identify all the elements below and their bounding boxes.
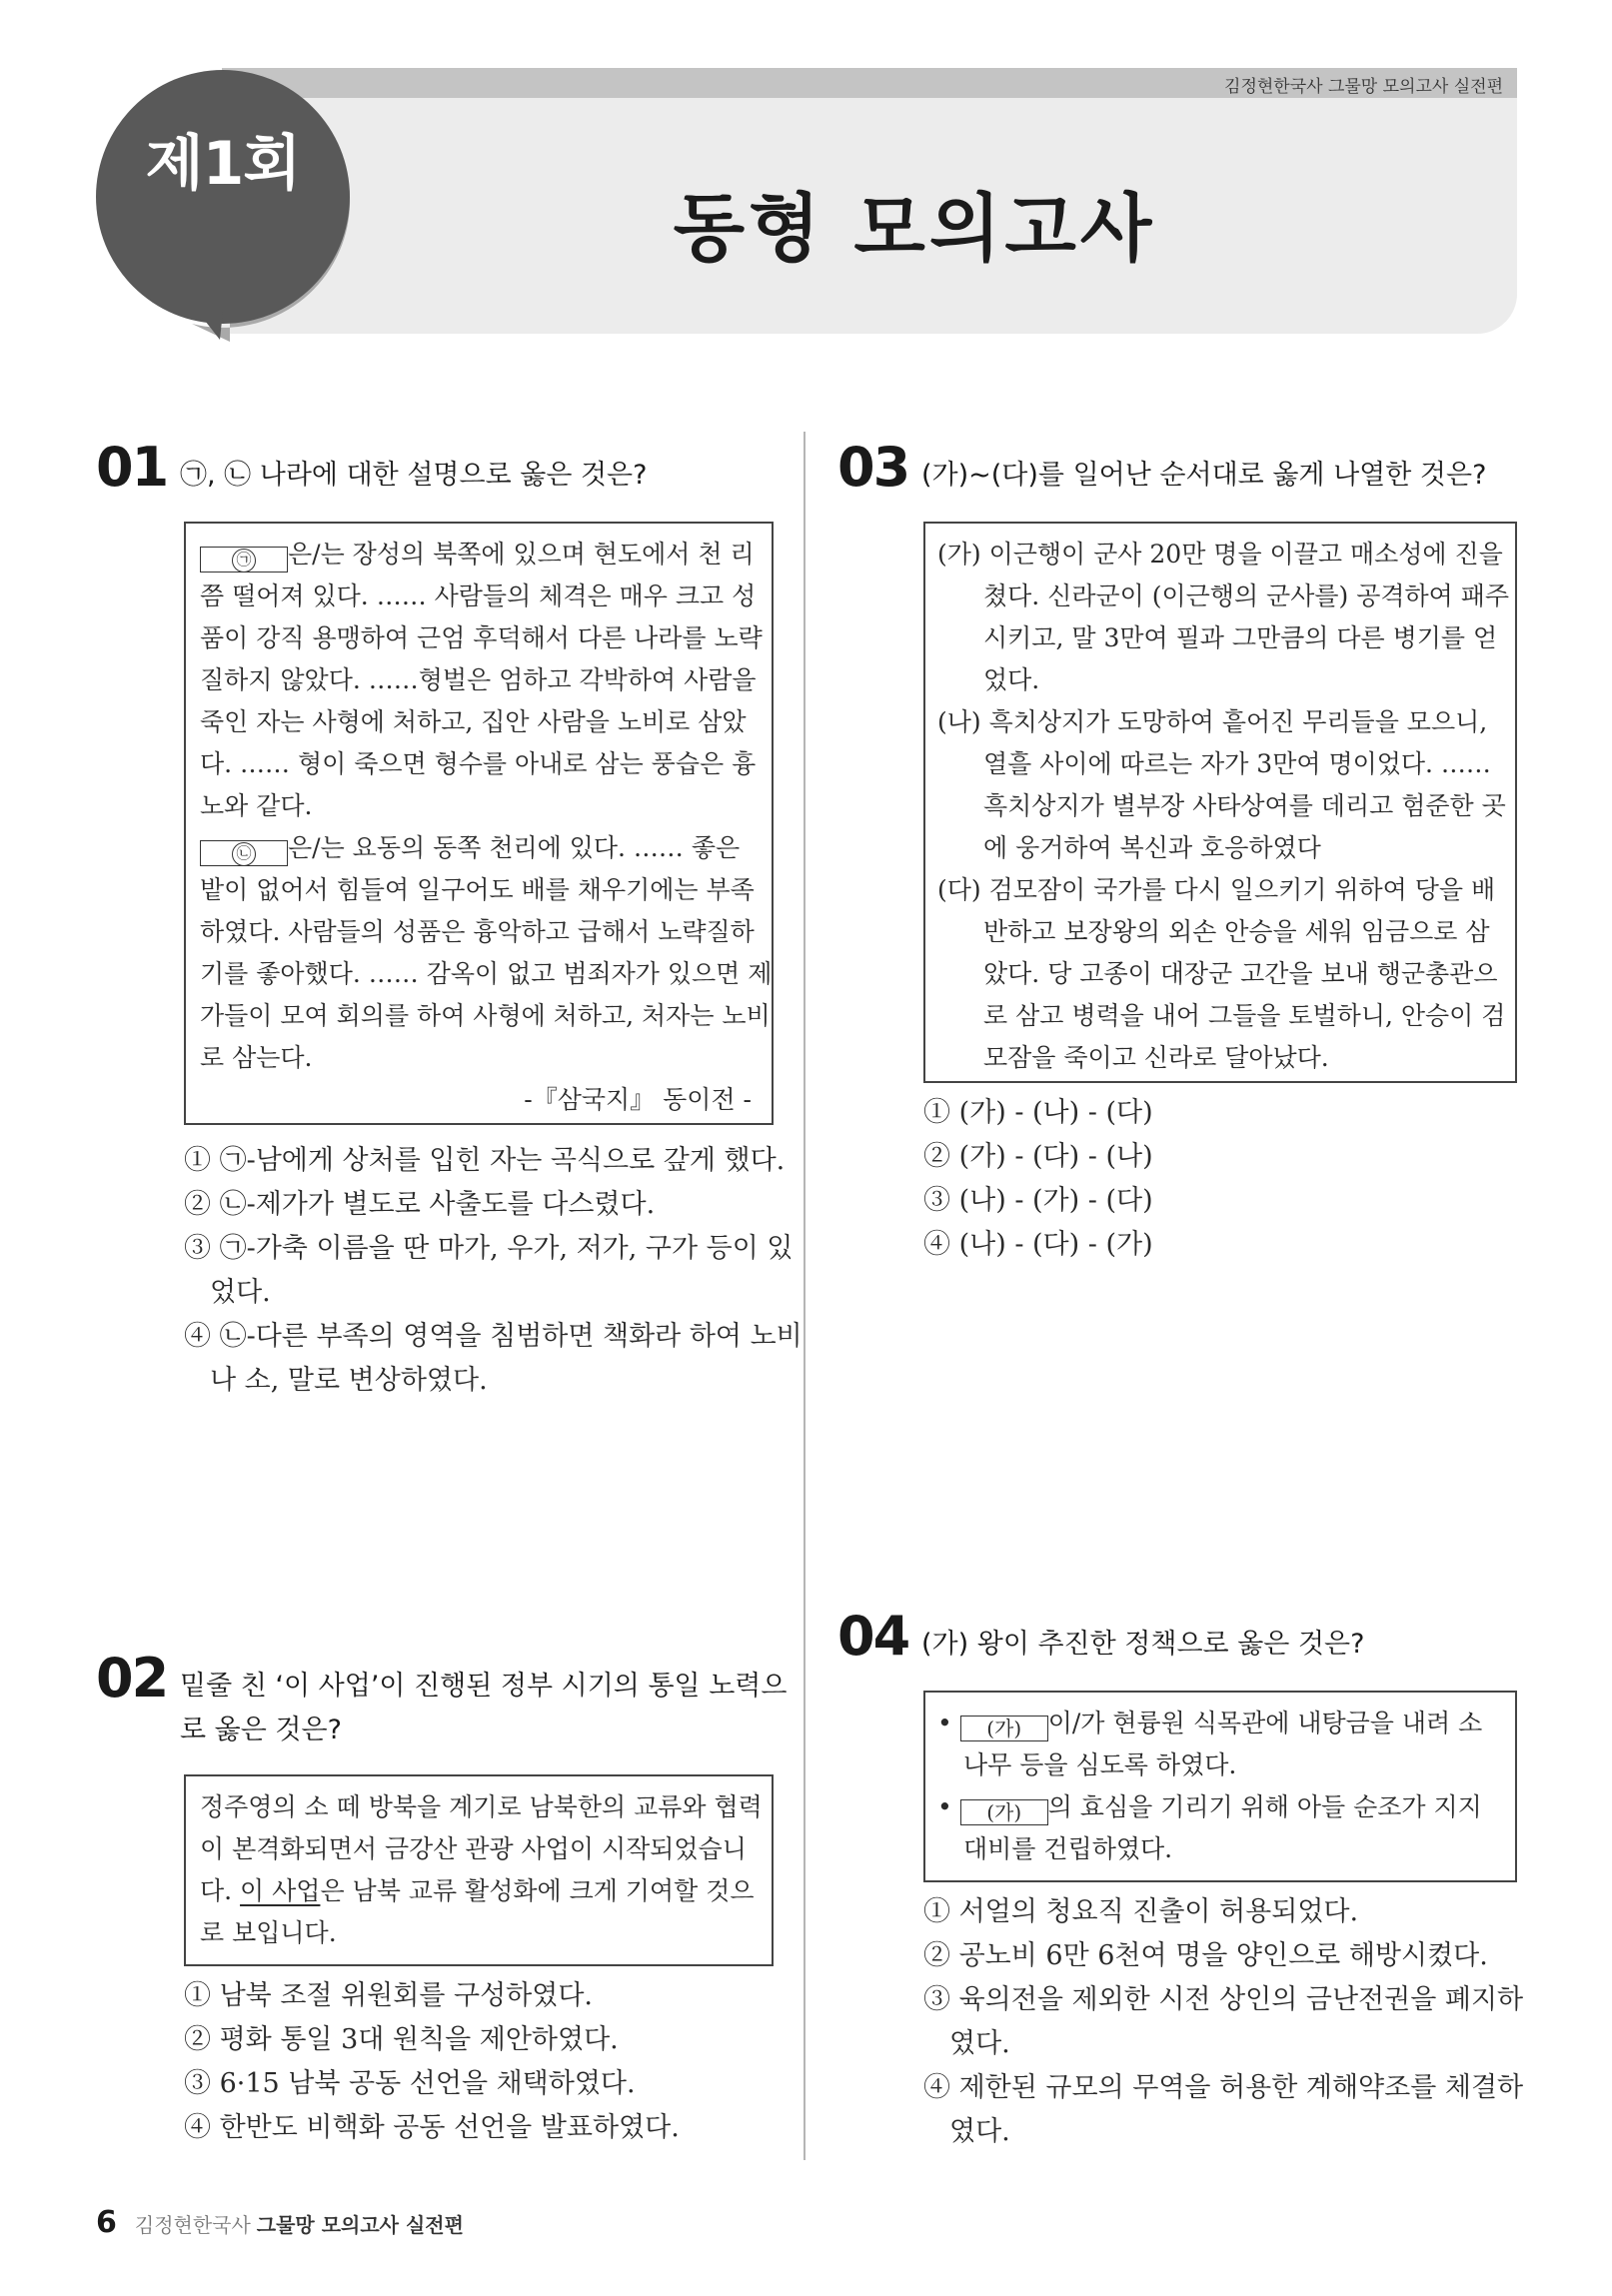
q02-options bbox=[184, 1974, 680, 2150]
q03-options bbox=[923, 1091, 1153, 1267]
q01-line: 죽인 자는 사형에 처하고, 집안 사람을 노비로 삼았 bbox=[200, 707, 747, 736]
q04-blank-1: (가) bbox=[960, 1716, 1048, 1741]
q04-option-4[interactable]: ④ 제한된 규모의 무역을 허용한 계해약조를 체결하 bbox=[923, 2072, 1524, 2103]
q02-option-2[interactable]: ② 평화 통일 3대 원칙을 제안하였다. bbox=[184, 2024, 619, 2055]
q02-line: 이 본격화되면서 금강산 관광 사업이 시작되었습니 bbox=[200, 1834, 747, 1863]
q04-option-3-cont: 였다. bbox=[949, 2028, 1010, 2059]
round-badge-label: 제1회 bbox=[145, 129, 301, 199]
q04-prompt: (가) 왕이 추진한 정책으로 옳은 것은? bbox=[921, 1629, 1365, 1660]
q04-option-1[interactable]: ① 서얼의 청요직 진출이 허용되었다. bbox=[923, 1896, 1359, 1927]
q04-options bbox=[923, 1890, 1523, 2154]
q03-line: 흑치상지가 별부장 사타상여를 데리고 험준한 곳 bbox=[983, 791, 1506, 820]
q02-line: 정주영의 소 떼 방북을 계기로 남북한의 교류와 협력 bbox=[200, 1792, 763, 1821]
q03-option-1[interactable]: ① (가) - (나) - (다) bbox=[923, 1097, 1153, 1128]
q01-number: 01 bbox=[96, 436, 168, 499]
q02-option-3[interactable]: ③ 6·15 남북 공동 선언을 채택하였다. bbox=[184, 2068, 636, 2099]
q04-option-4-cont: 였다. bbox=[949, 2116, 1010, 2147]
series-label: 김정현한국사 그물망 모의고사 실전편 bbox=[1224, 77, 1503, 97]
q04-option-2[interactable]: ② 공노비 6만 6천여 명을 양인으로 해방시켰다. bbox=[923, 1940, 1488, 1971]
q03-prompt: (가)~(다)를 일어난 순서대로 옳게 나열한 것은? bbox=[921, 460, 1487, 491]
q01-option-1[interactable]: ① ㉠-남에게 상처를 입힌 자는 곡식으로 갚게 했다. bbox=[184, 1145, 786, 1176]
q01-line: 노와 같다. bbox=[200, 791, 313, 820]
q04-number: 04 bbox=[837, 1605, 909, 1668]
q02-passage-box bbox=[184, 1774, 774, 1966]
q01-line: 밭이 없어서 힘들여 일구어도 배를 채우기에는 부족 bbox=[200, 875, 755, 904]
q01-blank-b: ㉡ bbox=[200, 840, 288, 866]
q01-line: 가들이 모여 회의를 하여 사형에 처하고, 처자는 노비 bbox=[200, 1001, 771, 1030]
q01-line: ㉠ 은/는 장성의 북쪽에 있으며 현도에서 천 리 bbox=[200, 534, 758, 575]
q04-passage-box bbox=[923, 1691, 1517, 1882]
q02-option-1[interactable]: ① 남북 조절 위원회를 구성하였다. bbox=[184, 1980, 593, 2011]
q01-line: 질하지 않았다. ……형벌은 엄하고 각박하여 사람을 bbox=[200, 665, 757, 694]
q01-option-2[interactable]: ② ㉡-제가가 별도로 사출도를 다스렸다. bbox=[184, 1189, 656, 1220]
q03-line: 었다. bbox=[983, 665, 1040, 694]
header-bar bbox=[222, 68, 1517, 98]
footer-series-b: 그물망 모의고사 실전편 bbox=[256, 2213, 464, 2237]
q01-option-4-cont: 나 소, 말로 변상하였다. bbox=[210, 1365, 488, 1396]
q01-option-4[interactable]: ④ ㉡-다른 부족의 영역을 침범하면 책화라 하여 노비 bbox=[184, 1321, 803, 1352]
q01-line: 품이 강직 용맹하여 근엄 후덕해서 다른 나라를 노략 bbox=[200, 623, 763, 652]
q03-number: 03 bbox=[837, 436, 909, 499]
q03-line: (가) 이근행이 군사 20만 명을 이끌고 매소성에 진을 bbox=[937, 540, 1503, 569]
column-divider bbox=[804, 432, 806, 2160]
q03-line: 반하고 보장왕의 외손 안승을 세워 임금으로 삼 bbox=[983, 917, 1490, 946]
q02-line: 다. 이 사업은 남북 교류 활성화에 크게 기여할 것으 bbox=[200, 1876, 755, 1905]
page-footer bbox=[96, 2205, 464, 2240]
q04-line: • (가) 의 효심을 기리기 위해 아들 순조가 지지 bbox=[937, 1792, 1482, 1824]
q03-passage-box bbox=[923, 522, 1517, 1083]
q03-line: 에 웅거하여 복신과 호응하였다 bbox=[983, 833, 1321, 862]
q02-number: 02 bbox=[96, 1647, 168, 1710]
q01-line: ㉡ 은/는 요동의 동쪽 천리에 있다. …… 좋은 bbox=[200, 827, 758, 869]
q02-underlined-term: 이 사업 bbox=[240, 1876, 321, 1905]
q03-option-4[interactable]: ④ (나) - (다) - (가) bbox=[923, 1229, 1153, 1260]
q01-blank-a: ㉠ bbox=[200, 547, 288, 573]
speech-bubble-badge-icon bbox=[88, 62, 368, 344]
q03-line: 열흘 사이에 따르는 자가 3만여 명이었다. …… bbox=[983, 749, 1491, 778]
q01-line: 하였다. 사람들의 성품은 흉악하고 급해서 노략질하 bbox=[200, 917, 755, 946]
q01-option-3-cont: 었다. bbox=[210, 1277, 271, 1308]
q01-passage-box bbox=[184, 522, 774, 1125]
q03-line: 쳤다. 신라군이 (이근행의 군사를) 공격하여 패주 bbox=[983, 581, 1510, 610]
footer-series-a: 김정현한국사 bbox=[134, 2213, 251, 2237]
q01-source: -『삼국지』 동이전 - bbox=[524, 1085, 752, 1114]
title-panel bbox=[222, 98, 1517, 334]
q01-line: 로 삼는다. bbox=[200, 1043, 313, 1072]
q04-blank-2: (가) bbox=[960, 1799, 1048, 1825]
q04-line: 대비를 건립하였다. bbox=[963, 1834, 1173, 1863]
q03-line: (다) 검모잠이 국가를 다시 일으키기 위하여 당을 배 bbox=[937, 875, 1496, 904]
page-title: 동형 모의고사 bbox=[673, 186, 1156, 272]
q01-prompt: ㉠, ㉡ 나라에 대한 설명으로 옳은 것은? bbox=[180, 460, 648, 491]
q03-line: 시키고, 말 3만여 필과 그만큼의 다른 병기를 얻 bbox=[983, 623, 1498, 652]
q01-line: 쯤 떨어져 있다. …… 사람들의 체격은 매우 크고 성 bbox=[200, 581, 757, 610]
q04-option-3[interactable]: ③ 육의전을 제외한 시전 상인의 금난전권을 폐지하 bbox=[923, 1984, 1524, 2015]
q01-options bbox=[184, 1139, 803, 1403]
page-number: 6 bbox=[96, 2205, 117, 2240]
q03-option-3[interactable]: ③ (나) - (가) - (다) bbox=[923, 1185, 1153, 1216]
q01-line: 다. …… 형이 죽으면 형수를 아내로 삼는 풍습은 흉 bbox=[200, 749, 757, 778]
q01-option-3[interactable]: ③ ㉠-가축 이름을 딴 마가, 우가, 저가, 구가 등이 있 bbox=[184, 1233, 794, 1264]
q01-line: 기를 좋아했다. …… 감옥이 없고 범죄자가 있으면 제 bbox=[200, 959, 773, 988]
q04-line: 나무 등을 심도록 하였다. bbox=[963, 1750, 1237, 1779]
q03-line: 았다. 당 고종이 대장군 고간을 보내 행군총관으 bbox=[983, 959, 1498, 988]
q03-line: 로 삼고 병력을 내어 그들을 토벌하니, 안승이 검 bbox=[983, 1001, 1506, 1030]
q04-line: • (가) 이/가 현륭원 식목관에 내탕금을 내려 소 bbox=[937, 1709, 1483, 1740]
q03-line: (나) 흑치상지가 도망하여 흩어진 무리들을 모으니, bbox=[937, 707, 1488, 736]
q02-line: 로 보입니다. bbox=[200, 1918, 337, 1947]
q03-line: 모잠을 죽이고 신라로 달아났다. bbox=[983, 1043, 1329, 1072]
q03-option-2[interactable]: ② (가) - (다) - (나) bbox=[923, 1141, 1153, 1172]
q02-prompt: 밑줄 친 ‘이 사업’이 진행된 정부 시기의 통일 노력으 로 옳은 것은? bbox=[180, 1671, 788, 1745]
q02-option-4[interactable]: ④ 한반도 비핵화 공동 선언을 발표하였다. bbox=[184, 2112, 680, 2143]
